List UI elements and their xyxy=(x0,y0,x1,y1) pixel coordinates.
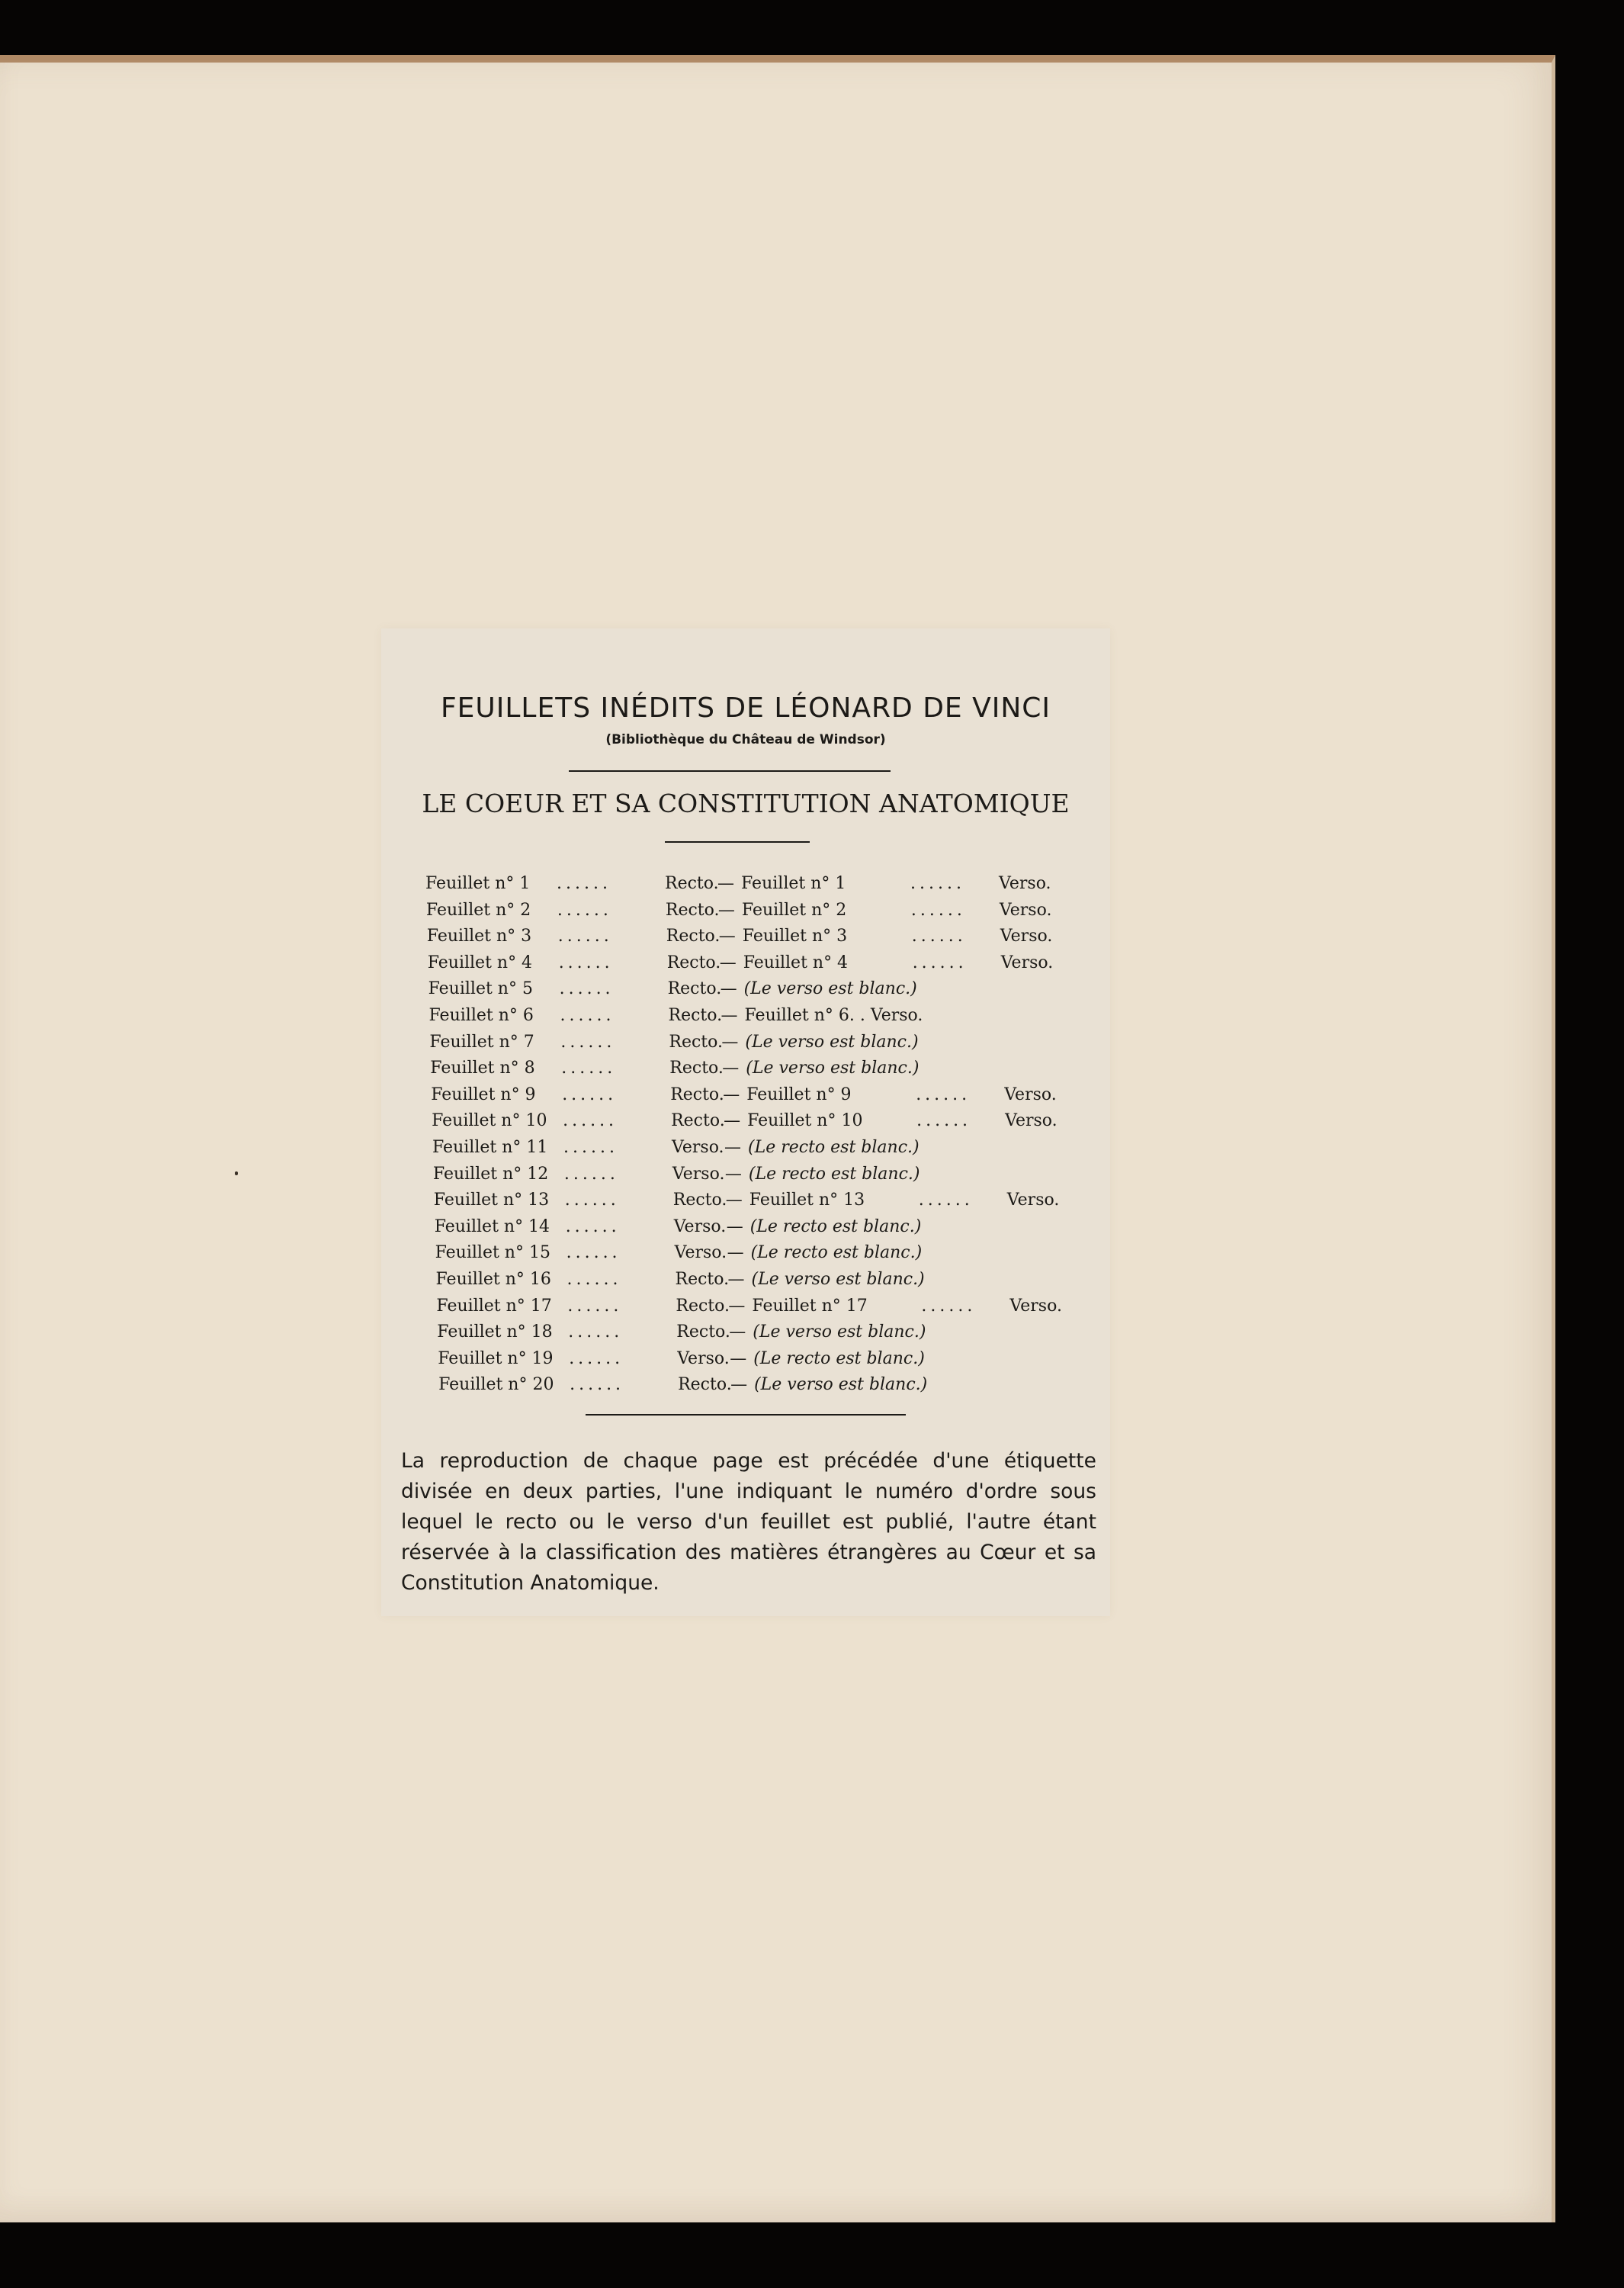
feuillet-number: Feuillet n° 8 xyxy=(430,1059,535,1078)
leader-dots: ...... xyxy=(558,953,614,972)
feuillet-other: (Le recto est blanc.) xyxy=(748,1137,920,1157)
feuillet-face: Recto. xyxy=(671,1111,725,1131)
feuillet-number: Feuillet n° 19 xyxy=(438,1348,554,1368)
table-row xyxy=(435,1240,1096,1267)
feuillet-face: Verso. xyxy=(672,1137,724,1157)
feuillet-number: Feuillet n° 20 xyxy=(438,1375,554,1395)
table-row xyxy=(437,1319,1096,1346)
feuillet-other: Feuillet n° 4 xyxy=(743,953,849,972)
dash-separator: — xyxy=(726,1216,743,1236)
feuillet-number: Feuillet n° 2 xyxy=(425,900,531,920)
table-row xyxy=(431,1082,1096,1109)
bottom-rule xyxy=(586,1414,906,1416)
table-row xyxy=(428,976,1096,1003)
table-row xyxy=(428,950,1096,977)
leader-dots: ...... xyxy=(570,1375,625,1395)
feuillet-number: Feuillet n° 6 xyxy=(428,1005,534,1025)
leader-dots: ...... xyxy=(565,1216,621,1236)
leader-dots: ...... xyxy=(559,979,615,999)
leader-dots: ...... xyxy=(560,1005,615,1025)
feuillet-number: Feuillet n° 12 xyxy=(432,1164,549,1184)
feuillet-other: (Le recto est blanc.) xyxy=(748,1164,920,1184)
leader-dots: ...... xyxy=(557,927,613,946)
feuillet-verso: Verso. xyxy=(1000,927,1053,946)
feuillet-face: Recto. xyxy=(672,1191,727,1210)
label-title: FEUILLETS INÉDITS DE LÉONARD DE VINCI xyxy=(440,693,1051,724)
dash-separator: — xyxy=(724,1111,741,1131)
feuillet-face: Recto. xyxy=(666,953,721,972)
table-row xyxy=(435,1214,1096,1241)
leader-dots: ...... xyxy=(567,1296,623,1316)
feuillet-face: Recto. xyxy=(678,1375,732,1395)
leader-dots: ...... xyxy=(916,1085,971,1104)
table-row xyxy=(433,1162,1096,1188)
leader-dots: ...... xyxy=(568,1322,624,1342)
table-row xyxy=(425,871,1096,898)
feuillet-face: Recto. xyxy=(669,1059,724,1078)
feuillet-verso: Verso. xyxy=(1000,953,1054,972)
table-row xyxy=(436,1293,1096,1320)
dash-separator: — xyxy=(717,874,734,893)
heading-rule xyxy=(665,841,810,843)
feuillet-other: Feuillet n° 13 xyxy=(749,1191,865,1210)
feuillet-list xyxy=(425,871,1096,1399)
title-rule xyxy=(569,770,891,772)
dash-separator: — xyxy=(717,900,735,920)
feuillet-face: Recto. xyxy=(668,1005,723,1025)
leader-dots: ...... xyxy=(569,1348,624,1368)
explanatory-paragraph: La reproduction de chaque page est précédée d'une étiquette divisée en deux parties, l'une indiquant le numéro d'ordre sous lequel le recto ou le verso d'un feuillet est publié, l'autre étant réservée à la classification des matières étrangères au Cœur et sa Constitution Anatomique. xyxy=(401,1449,1096,1595)
leader-dots: ...... xyxy=(566,1243,621,1263)
leader-dots: ...... xyxy=(557,874,611,893)
feuillet-face: Recto. xyxy=(676,1322,730,1342)
feuillet-other: Feuillet n° 1 xyxy=(741,874,846,893)
dash-separator: — xyxy=(729,1322,746,1342)
leader-dots: ...... xyxy=(916,1111,972,1131)
dash-separator: — xyxy=(730,1375,748,1395)
feuillet-other: (Le verso est blanc.) xyxy=(746,1059,920,1078)
leader-dots: ...... xyxy=(911,927,967,946)
feuillet-face: Recto. xyxy=(666,927,721,946)
dash-separator: — xyxy=(722,1059,740,1078)
feuillet-number: Feuillet n° 16 xyxy=(435,1269,551,1289)
leader-dots: ...... xyxy=(921,1296,977,1316)
table-row xyxy=(436,1267,1097,1293)
feuillet-number: Feuillet n° 11 xyxy=(432,1137,548,1157)
label-subtitle: (Bibliothèque du Château de Windsor) xyxy=(605,732,886,747)
table-row xyxy=(438,1372,1096,1399)
feuillet-verso: Verso. xyxy=(999,874,1051,893)
dash-separator: — xyxy=(723,1085,740,1104)
feuillet-verso: Verso. xyxy=(1009,1296,1062,1316)
feuillet-other: (Le verso est blanc.) xyxy=(743,979,917,999)
label-heading: LE COEUR ET SA CONSTITUTION ANATOMIQUE xyxy=(422,789,1070,818)
dash-separator: — xyxy=(724,1164,742,1184)
feuillet-other: (Le verso est blanc.) xyxy=(745,1032,919,1052)
leader-dots: ...... xyxy=(910,874,965,893)
feuillet-other: Feuillet n° 2 xyxy=(741,900,847,920)
feuillet-number: Feuillet n° 5 xyxy=(428,979,533,999)
leader-dots: ...... xyxy=(910,900,966,920)
leader-dots: ...... xyxy=(563,1137,618,1157)
leader-dots: ...... xyxy=(566,1269,622,1289)
feuillet-face: Recto. xyxy=(669,1032,723,1052)
pasted-label xyxy=(381,628,1110,1616)
dash-separator: — xyxy=(727,1243,744,1263)
feuillet-number: Feuillet n° 17 xyxy=(436,1296,552,1316)
feuillet-face: Verso. xyxy=(677,1348,730,1368)
feuillet-other: (Le recto est blanc.) xyxy=(750,1243,923,1263)
leader-dots: ...... xyxy=(557,900,612,920)
feuillet-number: Feuillet n° 9 xyxy=(431,1085,536,1104)
dash-separator: — xyxy=(728,1296,746,1316)
feuillet-other: (Le recto est blanc.) xyxy=(753,1348,925,1368)
feuillet-face: Verso. xyxy=(673,1216,727,1236)
feuillet-number: Feuillet n° 14 xyxy=(434,1216,550,1236)
feuillet-number: Feuillet n° 4 xyxy=(427,953,533,972)
dash-separator: — xyxy=(730,1348,747,1368)
table-row xyxy=(430,1056,1096,1082)
leader-dots: ...... xyxy=(563,1164,619,1184)
feuillet-other: Feuillet n° 6. . Verso. xyxy=(744,1005,923,1025)
dash-separator: — xyxy=(721,1005,738,1025)
feuillet-number: Feuillet n° 13 xyxy=(433,1191,550,1210)
table-row xyxy=(426,898,1096,924)
feuillet-face: Recto. xyxy=(676,1296,730,1316)
leader-dots: ...... xyxy=(560,1032,616,1052)
table-row xyxy=(429,1003,1097,1030)
feuillet-number: Feuillet n° 15 xyxy=(435,1243,550,1263)
table-row xyxy=(429,1030,1096,1056)
feuillet-number: Feuillet n° 18 xyxy=(437,1322,553,1342)
feuillet-face: Verso. xyxy=(674,1243,727,1263)
paper-speck xyxy=(235,1171,238,1175)
feuillet-verso: Verso. xyxy=(1004,1085,1057,1104)
leader-dots: ...... xyxy=(564,1191,620,1210)
table-row xyxy=(438,1346,1096,1373)
table-row xyxy=(432,1135,1096,1162)
leader-dots: ...... xyxy=(561,1059,617,1078)
feuillet-face: Verso. xyxy=(672,1164,725,1184)
feuillet-face: Recto. xyxy=(667,979,722,999)
leader-dots: ...... xyxy=(562,1085,618,1104)
dash-separator: — xyxy=(721,1032,739,1052)
feuillet-other: Feuillet n° 3 xyxy=(742,927,848,946)
leader-dots: ...... xyxy=(912,953,968,972)
feuillet-number: Feuillet n° 1 xyxy=(425,874,531,893)
feuillet-verso: Verso. xyxy=(1006,1191,1060,1210)
feuillet-face: Recto. xyxy=(665,900,720,920)
dash-separator: — xyxy=(727,1269,745,1289)
feuillet-number: Feuillet n° 7 xyxy=(429,1032,534,1052)
leader-dots: ...... xyxy=(918,1191,974,1210)
feuillet-other: (Le verso est blanc.) xyxy=(753,1322,926,1342)
table-row xyxy=(434,1187,1096,1214)
dash-separator: — xyxy=(724,1137,741,1157)
feuillet-other: Feuillet n° 10 xyxy=(747,1111,863,1131)
feuillet-verso: Verso. xyxy=(1005,1111,1058,1131)
feuillet-face: Recto. xyxy=(670,1085,724,1104)
feuillet-verso: Verso. xyxy=(999,900,1052,920)
feuillet-number: Feuillet n° 3 xyxy=(426,927,532,946)
dash-separator: — xyxy=(719,953,737,972)
feuillet-number: Feuillet n° 10 xyxy=(432,1111,547,1131)
table-row xyxy=(427,924,1096,950)
dash-separator: — xyxy=(718,927,736,946)
feuillet-other: (Le verso est blanc.) xyxy=(751,1269,925,1289)
feuillet-other: (Le verso est blanc.) xyxy=(754,1375,928,1395)
feuillet-other: Feuillet n° 17 xyxy=(752,1296,868,1316)
leader-dots: ...... xyxy=(563,1111,618,1131)
dash-separator: — xyxy=(720,979,737,999)
feuillet-other: (Le recto est blanc.) xyxy=(749,1216,922,1236)
feuillet-other: Feuillet n° 9 xyxy=(746,1085,852,1104)
feuillet-face: Recto. xyxy=(665,874,719,893)
table-row xyxy=(432,1108,1096,1135)
dash-separator: — xyxy=(725,1191,743,1210)
feuillet-face: Recto. xyxy=(675,1269,730,1289)
